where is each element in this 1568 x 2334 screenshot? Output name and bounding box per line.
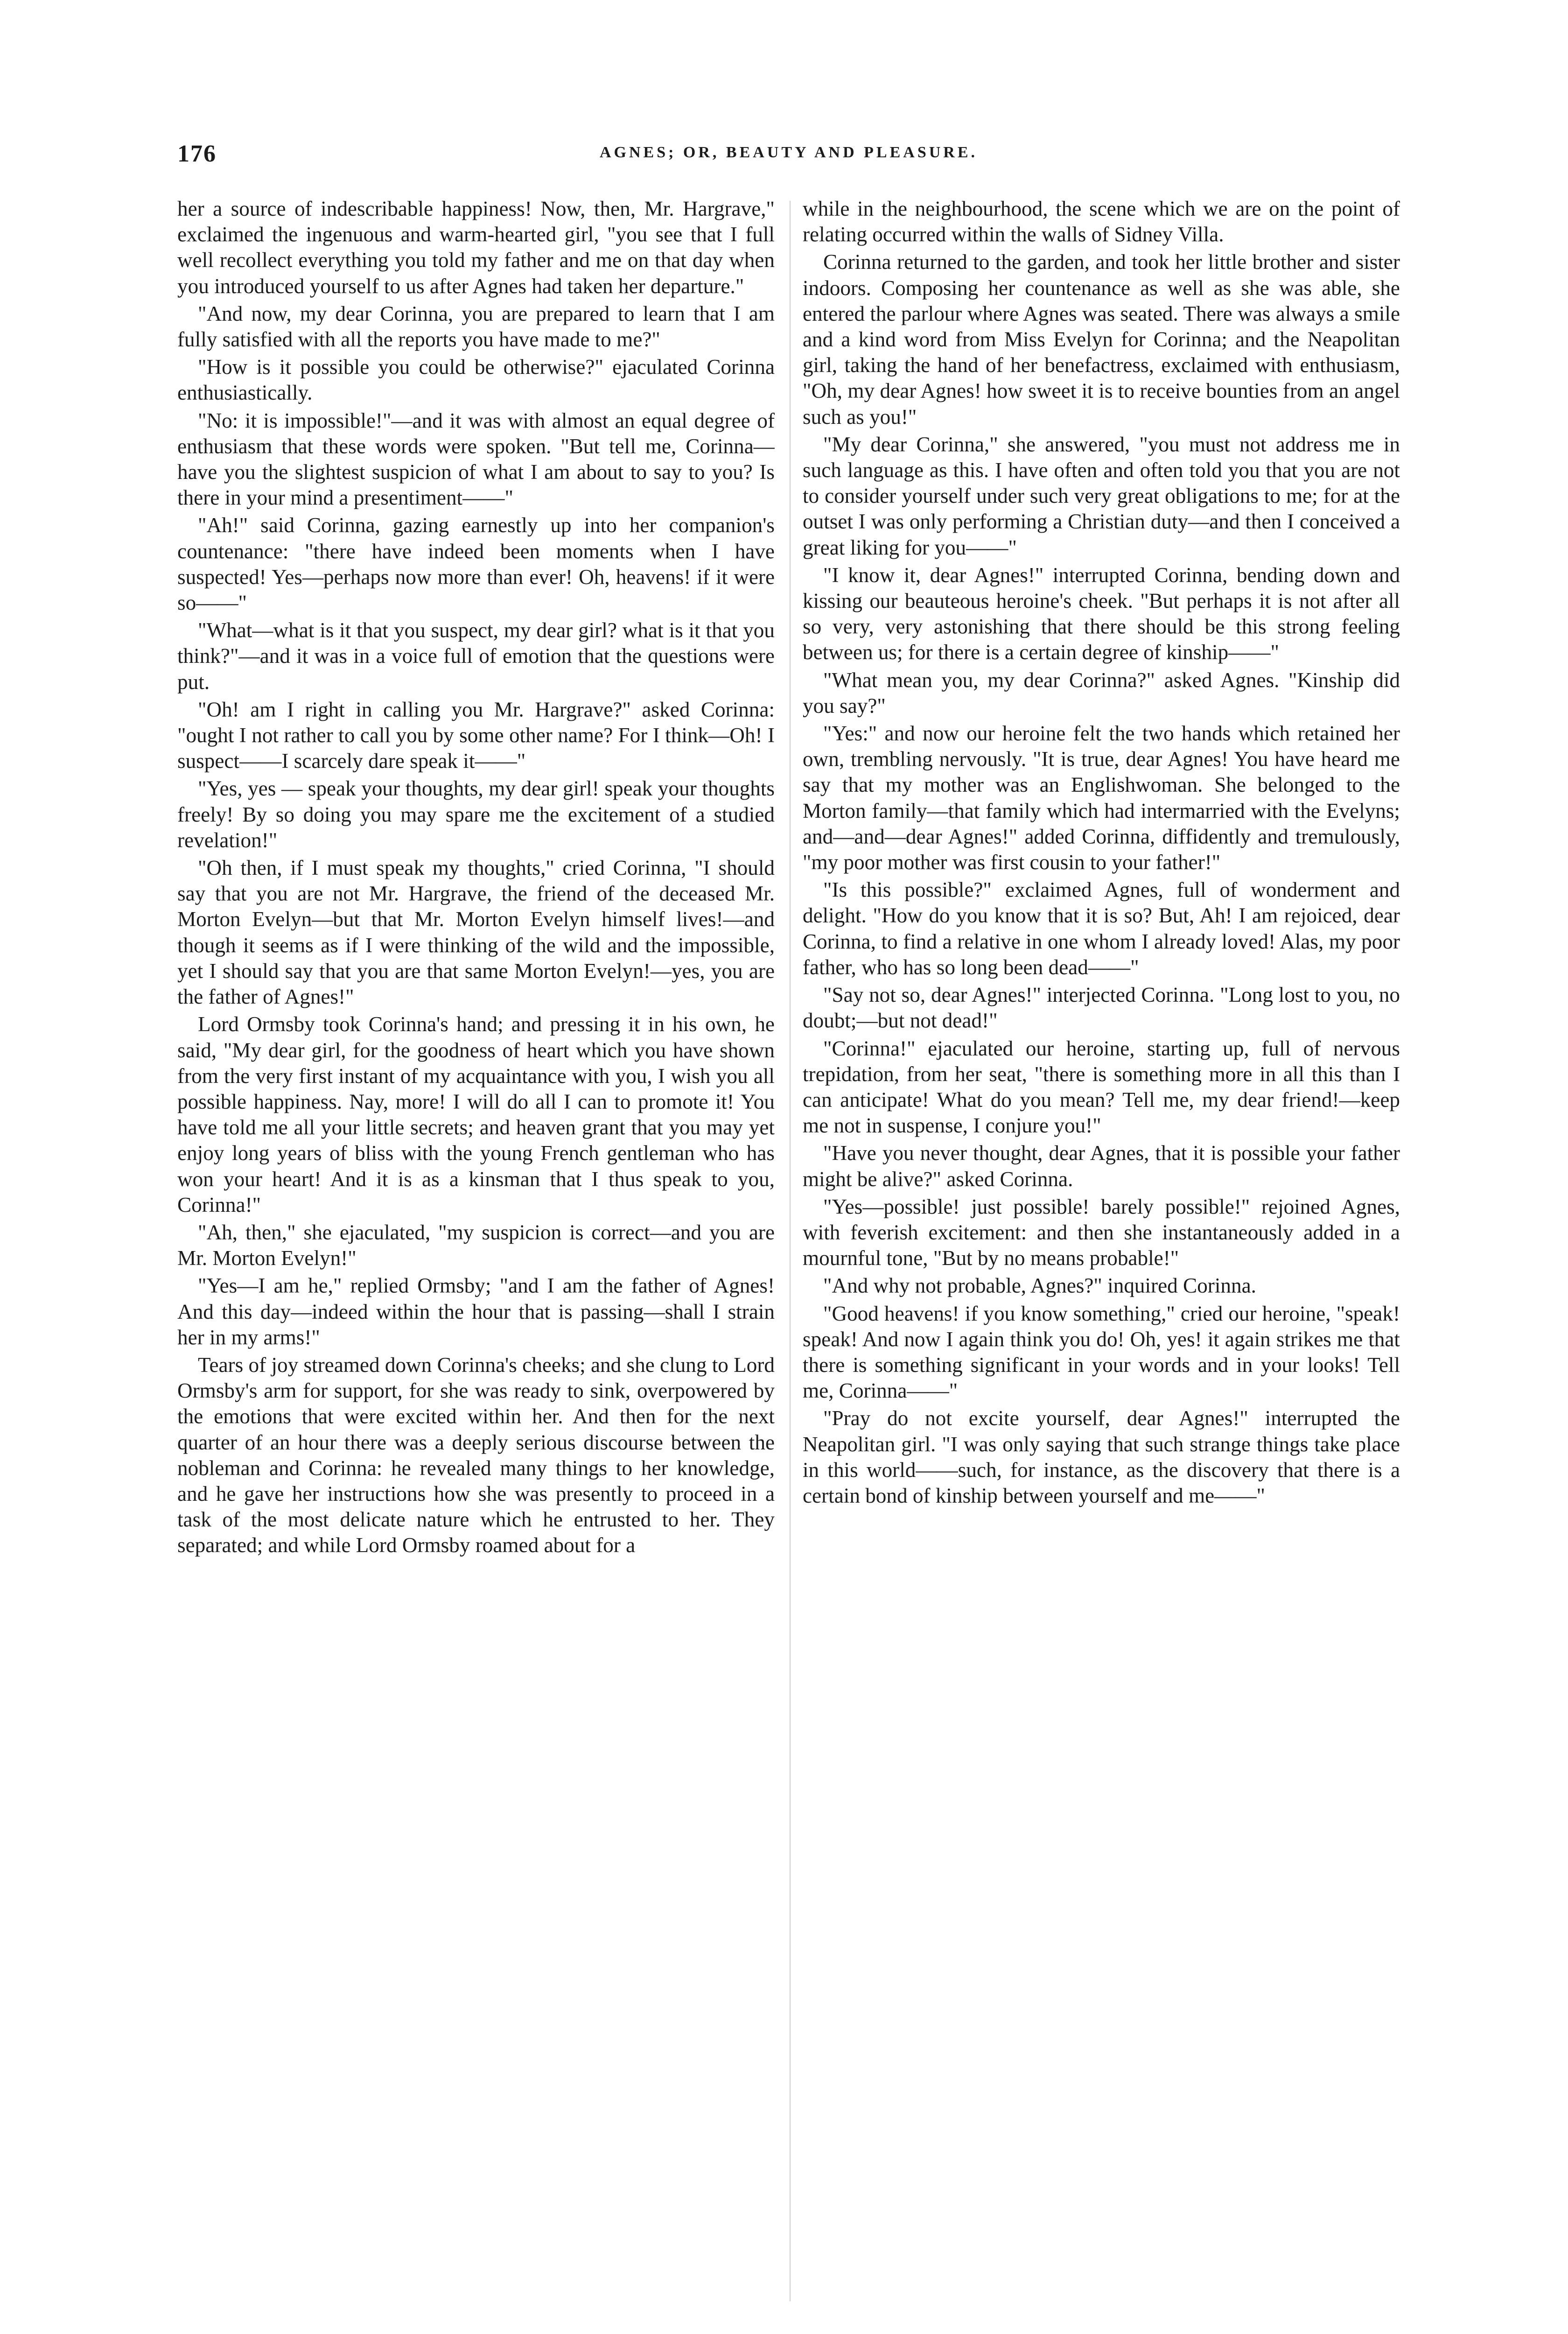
paragraph: "And why not probable, Agnes?" inquired Corinna. [823, 1274, 1256, 1298]
paragraph: "Oh then, if I must speak my thoughts," cried Corinna, "I should say that you are not Mr. Hargrave, the friend of the deceased Mr. Morton Evelyn—but that Mr. Morton Evelyn himself lives!—and though it seems as if I were thinking of the wild and the impossible, yet I should say that you are that same Morton Evelyn!—yes, you are the father of Agnes!" [177, 856, 775, 1009]
paragraph: "No: it is impossible!"—and it was with almost an equal degree of enthusiasm that these words were spoken. "But tell me, Corinna—have you the slightest suspicion of what I am about to say to you? Is there in your mind a presentiment——" [177, 408, 775, 510]
paragraph: "How is it possible you could be otherwise?" ejaculated Corinna enthusiastically. [177, 355, 775, 405]
paragraph: "Yes—possible! just possible! barely possible!" rejoined Agnes, with feverish excitement: and then she instantaneously added in a mournful tone, "But by no means probable!" [803, 1195, 1400, 1270]
paragraph: "Pray do not excite yourself, dear Agnes!" interrupted the Neapolitan girl. "I was only saying that such strange things take place in this world——such, for instance, as the discovery that there is a certain bond of kinship between yourself and me——" [803, 1406, 1400, 1507]
paragraph: Tears of joy streamed down Corinna's cheeks; and she clung to Lord Ormsby's arm for support, for she was ready to sink, overpowered by the emotions that were excited within her. And then for the next quarter of an hour there was a deeply serious discourse between the nobleman and Corinna: he revealed many things to her knowledge, and he gave her instructions how she was presently to proceed in a task of the most delicate nature which he entrusted to her. They separated; and while Lord Ormsby roamed about for a [177, 1353, 775, 1557]
left-column [177, 196, 775, 2315]
paragraph: "Say not so, dear Agnes!" interjected Corinna. "Long lost to you, no doubt;—but not dead!" [803, 983, 1400, 1033]
paragraph: her a source of indescribable happiness! Now, then, Mr. Hargrave," exclaimed the ingenuous and warm-hearted girl, "you see that I full well recollect everything you told my father and me on that day when you introduced yourself to us after Agnes had taken her departure." [177, 197, 775, 298]
paragraph: "And now, my dear Corinna, you are prepared to learn that I am fully satisfied with all the reports you have made to me?" [177, 302, 775, 352]
paragraph: "Ah, then," she ejaculated, "my suspicion is correct—and you are Mr. Morton Evelyn!" [177, 1220, 775, 1270]
paragraph: "Ah!" said Corinna, gazing earnestly up into her companion's countenance: "there have indeed been moments when I have suspected! Yes—perhaps now more than ever! Oh, heavens! if it were so——" [177, 513, 775, 615]
paragraph: while in the neighbourhood, the scene which we are on the point of relating occurred within the walls of Sidney Villa. [803, 197, 1400, 246]
paragraph: "Yes—I am he," replied Ormsby; "and I am the father of Agnes! And this day—indeed within the hour that is passing—shall I strain her in my arms!" [177, 1274, 775, 1349]
paragraph: "Is this possible?" exclaimed Agnes, full of wonderment and delight. "How do you know that it is so? But, Ah! I am rejoiced, dear Corinna, to find a relative in one whom I already loved! Alas, my poor father, who has so long been dead——" [803, 878, 1400, 979]
right-column [803, 196, 1400, 2315]
page-number: 176 [177, 141, 217, 167]
page-header [177, 140, 1400, 177]
paragraph: "Corinna!" ejaculated our heroine, starting up, full of nervous trepidation, from her seat, "there is something more in all this than I can anticipate! What do you mean? Tell me, my dear friend!—keep me not in suspense, I conjure you!" [803, 1036, 1400, 1138]
paragraph: "Yes:" and now our heroine felt the two hands which retained her own, trembling nervously. "It is true, dear Agnes! You have heard me say that my mother was an Englishwoman. She belonged to the Morton family—that family which had intermarried with the Evelyns; and—and—dear Agnes!" added Corinna, diffidently and tremulously, "my poor mother was first cousin to your father!" [803, 722, 1400, 874]
paragraph: "Oh! am I right in calling you Mr. Hargrave?" asked Corinna: "ought I not rather to call you by some other name? For I think—Oh! I suspect——I scarcely dare speak it——" [177, 697, 775, 773]
paragraph: "What—what is it that you suspect, my dear girl? what is it that you think?"—and it was in a voice full of emotion that the questions were put. [177, 619, 775, 694]
paragraph: "What mean you, my dear Corinna?" asked Agnes. "Kinship did you say?" [803, 668, 1400, 717]
column-divider [790, 201, 791, 2301]
paragraph: "Good heavens! if you know something," cried our heroine, "speak! speak! And now I again think you do! Oh, yes! it again strikes me that there is something significant in your words and in your looks! Tell me, Corinna——" [803, 1301, 1400, 1403]
paragraph: Lord Ormsby took Corinna's hand; and pressing it in his own, he said, "My dear girl, for the goodness of heart which you have shown from the very first instant of my acquaintance with you, I wish you all possible happiness. Nay, more! I will do all I can to promote it! You have told me all your little secrets; and heaven grant that you may yet enjoy long years of bliss with the young French gentleman who has won your heart! And it is as a kinsman that I thus speak to you, Corinna!" [177, 1012, 775, 1216]
paragraph: Corinna returned to the garden, and took her little brother and sister indoors. Composing her countenance as well as she was able, she entered the parlour where Agnes was seated. There was always a smile and a kind word from Miss Evelyn for Corinna; and the Neapolitan girl, taking the hand of her benefactress, exclaimed with enthusiasm, "Oh, my dear Agnes! how sweet it is to receive bounties from an angel such as you!" [803, 250, 1400, 429]
paragraph: "Yes, yes — speak your thoughts, my dear girl! speak your thoughts freely! By so doing you may spare me the excitement of a studied revelation!" [177, 777, 775, 852]
paragraph: "My dear Corinna," she answered, "you must not address me in such language as this. I have often and often told you that you are not to consider yourself under such very great obligations to me; for at the outset I was only performing a Christian duty—and then I conceived a great liking for you——" [803, 432, 1400, 559]
paragraph: "I know it, dear Agnes!" interrupted Corinna, bending down and kissing our beauteous heroine's cheek. "But perhaps it is not after all so very, very astonishing that there should be this strong feeling between us; for there is a certain degree of kinship——" [803, 563, 1400, 664]
running-title: AGNES; OR, BEAUTY AND PLEASURE. [599, 144, 978, 161]
paragraph: "Have you never thought, dear Agnes, that it is possible your father might be alive?" asked Corinna. [803, 1141, 1400, 1191]
